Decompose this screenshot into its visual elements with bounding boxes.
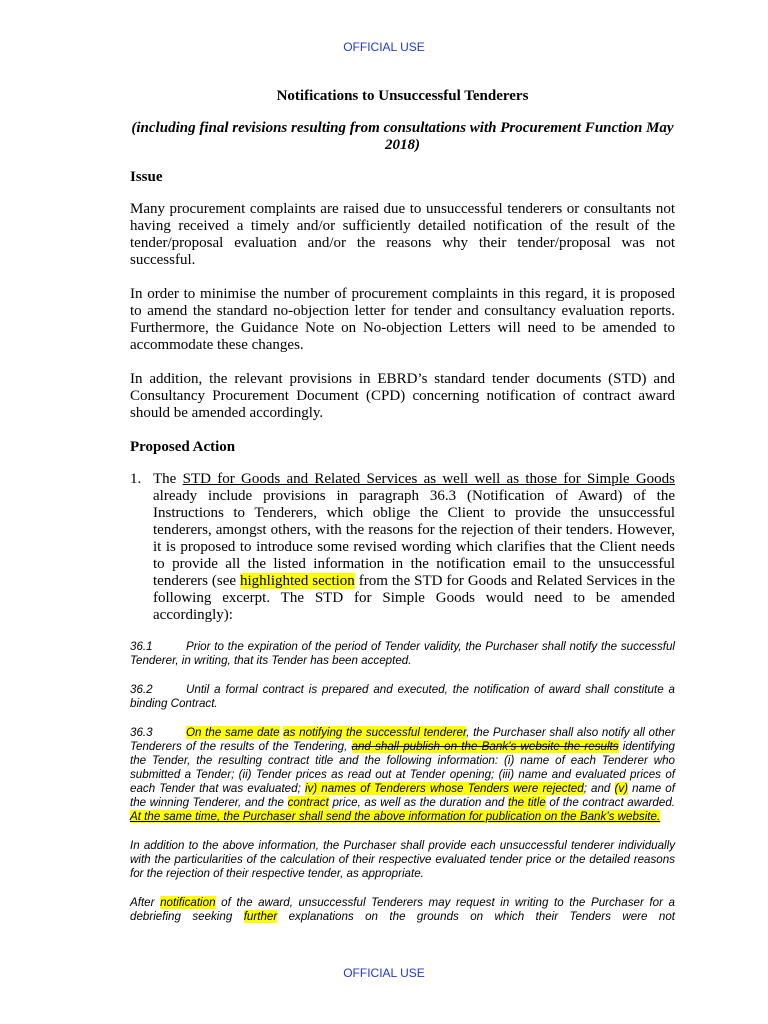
- clause-number: 36.1: [130, 640, 153, 653]
- proposed-action-heading: Proposed Action: [130, 439, 236, 455]
- underlined-text: STD for Goods and Related Services as well well as those for Simple Goods: [182, 471, 676, 487]
- action-item-1: [130, 471, 675, 624]
- highlighted-text: further: [243, 910, 278, 923]
- clause-text: Prior to the expiration of the period of Tender validity, the Purchaser shall notify the successful Tenderer, in writing, that its Tender has been accepted.: [130, 640, 675, 667]
- excerpt-clause-36-2: [130, 683, 675, 711]
- text-run: already include provisions in paragraph 36.3 (Notification of Award) of the Instructions to Tenderers, which oblige the Client to provide the unsuccessful tenderers, amongst others, with the reasons for the rejection of their tenders. However, it is proposed to introduce some revised wording which clarifies that the Client needs to provide all the listed information in the notification email to the unsuccessful tenderers (see: [153, 488, 675, 589]
- highlighted-text: On the same date: [186, 726, 280, 739]
- text-run: After: [130, 896, 161, 909]
- text-run: price, as well as the duration and: [328, 796, 508, 809]
- issue-heading: Issue: [130, 169, 163, 185]
- highlighted-text: notification: [160, 896, 216, 909]
- footer-official-use: OFFICIAL USE: [343, 966, 425, 980]
- text-run: of the award, unsuccessful Tenderers may request in writing to the Purchaser for a debriefing seeking: [130, 896, 675, 923]
- action-item-text: [153, 471, 675, 624]
- document-title: Notifications to Unsuccessful Tenderers: [276, 88, 529, 104]
- excerpt-paragraph-additional-info: In addition to the above information, the Purchaser shall provide each unsuccessful tenderer individually with the particularities of the calculation of their respective evaluated tender price or the detailed reasons for the rejection of their respective tender, as appropriate.: [130, 839, 675, 880]
- highlighted-text: iv) names of Tenderers whose Tenders were rejected: [304, 782, 584, 795]
- issue-paragraph-2: In order to minimise the number of procurement complaints in this regard, it is proposed to amend the standard no-objection letter for tender and consultancy evaluation reports. Furthermore, the Guidance Note on No-objection Letters will need to be amended to accommodate these changes.: [130, 286, 675, 353]
- highlighted-text: the title: [507, 796, 546, 809]
- text-run: from the STD for Goods and Related Services in the following excerpt. The STD for Simple Goods would need to be amended accordingly):: [153, 573, 675, 623]
- issue-paragraph-3: In addition, the relevant provisions in EBRD’s standard tender documents (STD) and Consultancy Procurement Document (CPD) concerning notification of contract award should be amended accordingly.: [130, 371, 675, 421]
- text-run: identifying the Tender, the resulting contract title and the following information: (i) name of each Tenderer who submitted a Tender; (ii) Tender prices as read out at Tender opening; (iii) name and evaluated prices of each Tender that was evaluated;: [130, 740, 675, 795]
- highlighted-text: (v): [614, 782, 629, 795]
- highlighted-text: contract: [287, 796, 329, 809]
- document-body: [130, 88, 675, 939]
- text-run: The: [153, 471, 183, 487]
- clause-number: 36.2: [130, 683, 153, 696]
- text-run: of the contract awarded.: [545, 796, 675, 809]
- action-item-number: 1.: [130, 471, 142, 487]
- header-official-use: OFFICIAL USE: [343, 40, 425, 54]
- excerpt-clause-36-3: [130, 726, 675, 824]
- highlighted-text: as notifying the successful tenderer: [283, 726, 467, 739]
- highlighted-underlined-text: At the same time, the Purchaser shall send the above information for publication on the Bank’s website.: [130, 810, 661, 823]
- document-subtitle: (including final revisions resulting from consultations with Procurement Function May 2018): [131, 120, 674, 153]
- clause-number: 36.3: [130, 726, 153, 739]
- excerpt-clause-36-1: [130, 640, 675, 668]
- text-run: name of the winning Tenderer, and the: [130, 782, 675, 809]
- excerpt-paragraph-debriefing: [130, 896, 675, 924]
- issue-paragraph-1: Many procurement complaints are raised due to unsuccessful tenderers or consultants not having received a timely and/or sufficiently detailed notification of the result of the tender/proposal evaluation and/or the reasons why their tender/proposal was not successful.: [130, 201, 675, 268]
- clause-text: Until a formal contract is prepared and executed, the notification of award shall constitute a binding Contract.: [130, 683, 675, 710]
- text-run: , the Purchaser shall also notify all other Tenderers of the results of the Tendering,: [130, 726, 675, 753]
- text-run: ; and: [583, 782, 615, 795]
- text-run: explanations on the grounds on which their Tenders were not: [277, 910, 675, 923]
- struck-highlighted-text: and shall publish on the Bank’s website the results: [351, 740, 619, 753]
- highlighted-text: highlighted section: [240, 573, 355, 589]
